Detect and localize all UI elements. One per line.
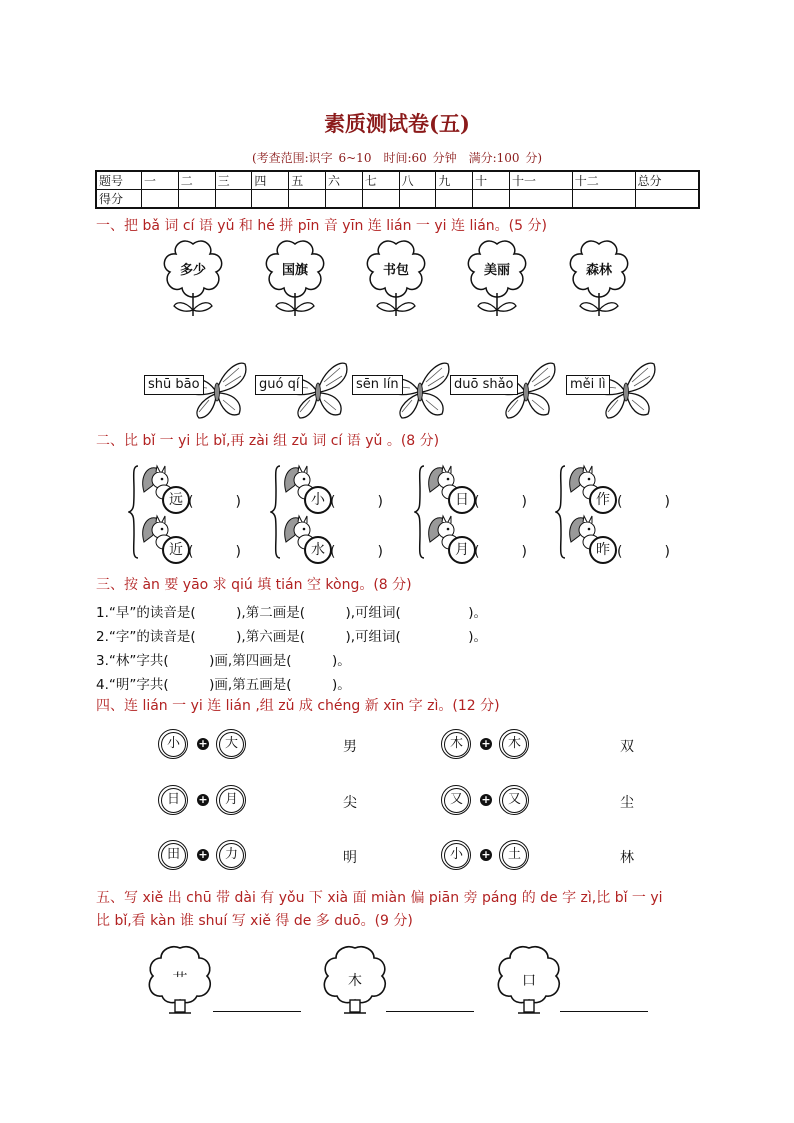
answer-character[interactable]: 明 [343,850,357,866]
answer-blank[interactable]: ( ) [474,544,527,560]
table-cell: 一 [142,171,179,190]
compare-group [270,462,390,562]
compare-group [555,462,675,562]
exam-subtitle: (考查范围:识字 6~10 时间:60 分钟 满分:100 分) [251,151,543,165]
flower-card[interactable] [361,238,431,318]
answer-blank[interactable]: ( ) [188,494,241,510]
plus-icon: + [481,848,491,861]
radical-tree [320,944,390,1016]
flower-word: 多少 [179,263,206,278]
table-cell: 四 [252,171,289,190]
radical-tree [494,944,564,1016]
fill-blank-line[interactable]: 3.“林”字共( )画,第四画是( )。 [96,653,351,669]
question-5-prompt-line-2: 比 bǐ,看 kàn 谁 shuí 写 xiě 得 de 多 duō。(9 分) [96,913,413,929]
answer-line[interactable] [560,1010,648,1012]
butterfly-card[interactable] [352,360,447,422]
plus-icon: + [198,793,208,806]
plus-icon: + [481,737,491,750]
flower-card[interactable] [462,238,532,318]
pinyin-label: duō shǎo [450,375,518,395]
score-table-header-row [96,171,699,190]
question-2-prompt: 二、比 bǐ 一 yi 比 bǐ,再 zài 组 zǔ 词 cí 语 yǔ 。(8 分) [96,433,440,449]
answer-blank[interactable]: ( ) [188,544,241,560]
character-circle: 小 [304,486,332,514]
radical-character: 口 [522,973,536,989]
character-pair[interactable] [158,785,248,817]
pinyin-label: shū bāo [144,375,204,395]
fill-blank-line[interactable]: 2.“字”的读音是( ),第六画是( ),可组词( )。 [96,629,488,645]
flower-card[interactable] [158,238,228,318]
score-input-cell[interactable] [325,190,362,209]
character-circle [499,785,529,815]
compare-group [414,462,534,562]
character-text: 小 [161,732,186,757]
character-pair[interactable] [158,840,248,872]
answer-blank[interactable]: ( ) [474,494,527,510]
answer-blank[interactable]: ( ) [330,544,383,560]
question-4-prompt: 四、连 lián 一 yi 连 lián ,组 zǔ 成 chéng 新 xīn 字 zì。(12 分) [96,698,500,714]
score-input-cell[interactable] [252,190,289,209]
character-circle: 月 [448,536,476,564]
left-brace-icon [555,462,567,562]
radical-character: 木 [348,973,362,989]
character-circle: 远 [162,486,190,514]
table-cell: 得分 [96,190,142,209]
fill-blank-line[interactable]: 4.“明”字共( )画,第五画是( )。 [96,677,351,693]
character-circle [499,729,529,759]
character-circle [441,729,471,759]
score-input-cell[interactable] [509,190,572,209]
score-input-cell[interactable] [473,190,510,209]
character-pair[interactable] [441,840,531,872]
table-cell: 题号 [96,171,142,190]
flower-word: 美丽 [483,263,510,278]
score-input-cell[interactable] [142,190,179,209]
flower-icon [462,238,532,318]
character-text: 月 [219,788,244,813]
question-5-prompt-line-1: 五、写 xiě 出 chū 带 dài 有 yǒu 下 xià 面 miàn 偏 piān 旁 páng 的 de 字 zì,比 bǐ 一 yi [96,890,663,906]
table-cell: 十二 [572,171,635,190]
character-text: 小 [444,843,469,868]
character-circle [216,840,246,870]
character-pair[interactable] [158,729,248,761]
plus-icon: + [198,737,208,750]
answer-blank[interactable]: ( ) [617,494,670,510]
answer-blank[interactable]: ( ) [617,544,670,560]
answer-character[interactable]: 尖 [343,795,357,811]
flower-word: 国旗 [281,263,308,278]
score-input-cell[interactable] [362,190,399,209]
character-text: 田 [161,843,186,868]
character-circle [441,840,471,870]
score-input-cell[interactable] [178,190,215,209]
compare-group [128,462,248,562]
left-brace-icon [128,462,140,562]
character-circle [158,729,188,759]
flower-icon [158,238,228,318]
character-text: 木 [502,732,527,757]
character-circle [441,785,471,815]
answer-character[interactable]: 双 [620,739,634,755]
score-input-cell[interactable] [572,190,635,209]
answer-character[interactable]: 林 [620,850,634,866]
pinyin-label: měi lì [566,375,610,395]
score-input-cell[interactable] [436,190,473,209]
plus-icon: + [481,793,491,806]
character-text: 木 [444,732,469,757]
character-pair[interactable] [441,729,531,761]
fill-blank-line[interactable]: 1.“早”的读音是( ),第二画是( ),可组词( )。 [96,605,488,621]
question-1-prompt: 一、把 bǎ 词 cí 语 yǔ 和 hé 拼 pīn 音 yīn 连 lián 一 yi 连 lián。(5 分) [96,218,547,234]
character-text: 力 [219,843,244,868]
character-circle [158,840,188,870]
character-text: 又 [502,788,527,813]
character-circle: 昨 [589,536,617,564]
flower-icon [361,238,431,318]
table-cell: 六 [325,171,362,190]
score-input-cell[interactable] [399,190,436,209]
character-circle [216,785,246,815]
score-input-cell[interactable] [635,190,699,209]
table-cell: 七 [362,171,399,190]
flower-card[interactable] [564,238,634,318]
table-cell: 十一 [509,171,572,190]
butterfly-card[interactable] [450,360,558,422]
butterfly-card[interactable] [255,360,345,422]
answer-blank[interactable]: ( ) [330,494,383,510]
score-input-cell[interactable] [215,190,252,209]
left-brace-icon [414,462,426,562]
plus-icon: + [198,848,208,861]
character-text: 大 [219,732,244,757]
character-circle [499,840,529,870]
question-3-prompt: 三、按 àn 要 yāo 求 qiú 填 tián 空 kòng。(8 分) [96,577,412,593]
table-cell: 八 [399,171,436,190]
left-brace-icon [270,462,282,562]
character-circle [216,729,246,759]
flower-icon [260,238,330,318]
table-cell: 二 [178,171,215,190]
table-cell: 总分 [635,171,699,190]
answer-line[interactable] [213,1010,301,1012]
answer-character[interactable]: 男 [343,739,357,755]
character-circle: 日 [448,486,476,514]
answer-line[interactable] [386,1010,474,1012]
radical-character: 艹 [172,970,188,988]
character-pair[interactable] [441,785,531,817]
pinyin-label: sēn lín [352,375,403,395]
table-cell: 十 [473,171,510,190]
score-input-cell[interactable] [289,190,326,209]
character-circle [158,785,188,815]
pinyin-label: guó qí [255,375,303,395]
character-circle: 近 [162,536,190,564]
flower-word: 森林 [585,263,612,278]
character-circle: 水 [304,536,332,564]
score-table [95,170,700,209]
table-cell: 三 [215,171,252,190]
score-table-score-row [96,190,699,209]
character-text: 又 [444,788,469,813]
character-text: 土 [502,843,527,868]
table-cell: 九 [436,171,473,190]
radical-tree [145,944,215,1016]
butterfly-card[interactable] [144,360,254,422]
butterfly-card[interactable] [566,360,656,422]
character-text: 日 [161,788,186,813]
answer-character[interactable]: 尘 [620,795,634,811]
flower-card[interactable] [260,238,330,318]
flower-word: 书包 [382,263,409,278]
flower-icon [564,238,634,318]
character-circle: 作 [589,486,617,514]
page-title: 素质测试卷(五) [324,111,470,136]
table-cell: 五 [289,171,326,190]
